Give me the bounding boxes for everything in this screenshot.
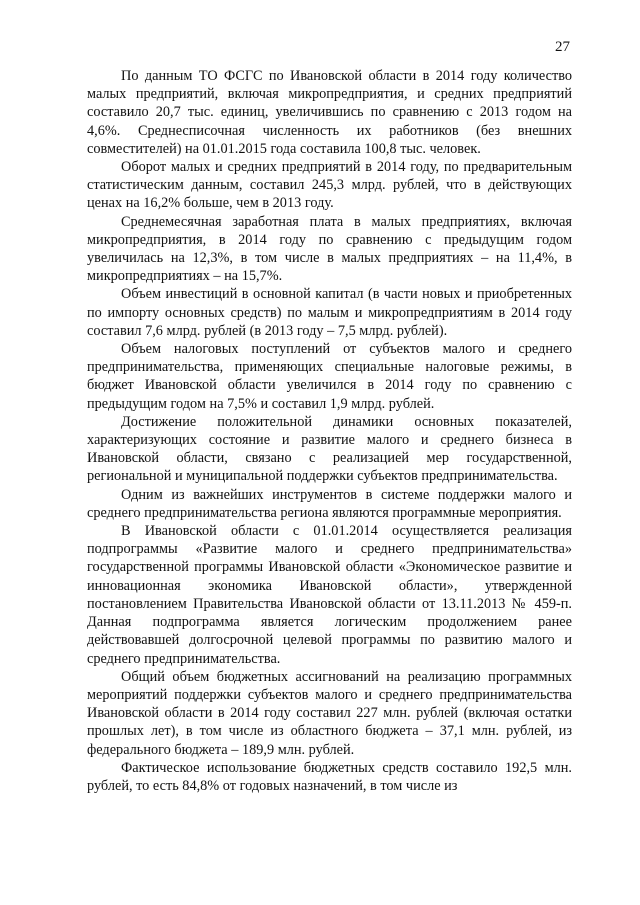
paragraph-tax-revenue: Объем налоговых поступлений от субъектов малого и среднего предпринимательства, применяющих специальные налоговые режимы, в бюджет Ивановской области увеличился в 2014 году по сравнению с предыдущим годом на 7,5% и составил 1,9 млрд. рублей. [87,341,572,412]
paragraph-support-instruments: Одним из важнейших инструментов в системе поддержки малого и среднего предпринимательства региона являются программные мероприятия. [87,486,572,521]
paragraph-turnover: Оборот малых и средних предприятий в 2014 году, по предварительным статистическим данным, составил 245,3 млрд. рублей, что в действующих ценах на 16,2% больше, чем в 2013 году. [87,159,572,212]
paragraph-actual-spending: Фактическое использование бюджетных средств составило 192,5 млн. рублей, то есть 84,8% от годовых назначений, в том числе из [87,759,572,794]
paragraph-small-business-count: По данным ТО ФСГС по Ивановской области в 2014 году количество малых предприятий, включая микропредприятия, и средних предприятий составило 20,7 тыс. единиц, увеличившись по сравнению с 2013 годом на 4,6%. Среднесписочная численность их работников (без внешних совместителей) на 01.01.2015 года составила 100,8 тыс. человек. [87,68,572,157]
paragraph-subprogram: В Ивановской области с 01.01.2014 осуществляется реализация подпрограммы «Развитие малого и среднего предпринимательства» государственной программы Ивановской области «Экономическое развитие и инновационная экономика Ивановской области», утвержденной постановлением Правительства Ивановской области от 13.11.2013 № 459-п. Данная подпрограмма является логическим продолжением ранее действовавшей долгосрочной целевой программы по развитию малого и среднего предпринимательства. [87,523,572,667]
paragraph-positive-dynamics: Достижение положительной динамики основных показателей, характеризующих состояние и развитие малого и среднего бизнеса в Ивановской области, связано с реализацией мер государственной, региональной и муниципальной поддержки субъектов предпринимательства. [87,413,572,485]
paragraph-budget-allocations: Общий объем бюджетных ассигнований на реализацию программных мероприятий поддержки субъектов малого и среднего предпринимательства Ивановской области в 2014 году составил 227 млн. рублей (включая остатки прошлых лет), в том числе из областного бюджета – 37,1 млн. рублей, из федерального бюджета – 189,9 млн. рублей. [87,668,572,758]
paragraph-investment: Объем инвестиций в основной капитал (в части новых и приобретенных по импорту основных средств) по малым и микропредприятиям в 2014 году составил 7,6 млрд. рублей (в 2013 году – 7,5 млрд. рублей). [87,286,572,339]
paragraph-average-salary: Среднемесячная заработная плата в малых предприятиях, включая микропредприятия, в 2014 году по сравнению с предыдущим годом увеличилась на 12,3%, в том числе в малых предприятиях – на 11,4%, в микропредприятиях – на 15,7%. [87,213,572,285]
document-body [87,67,572,795]
page-number: 27 [555,39,570,55]
